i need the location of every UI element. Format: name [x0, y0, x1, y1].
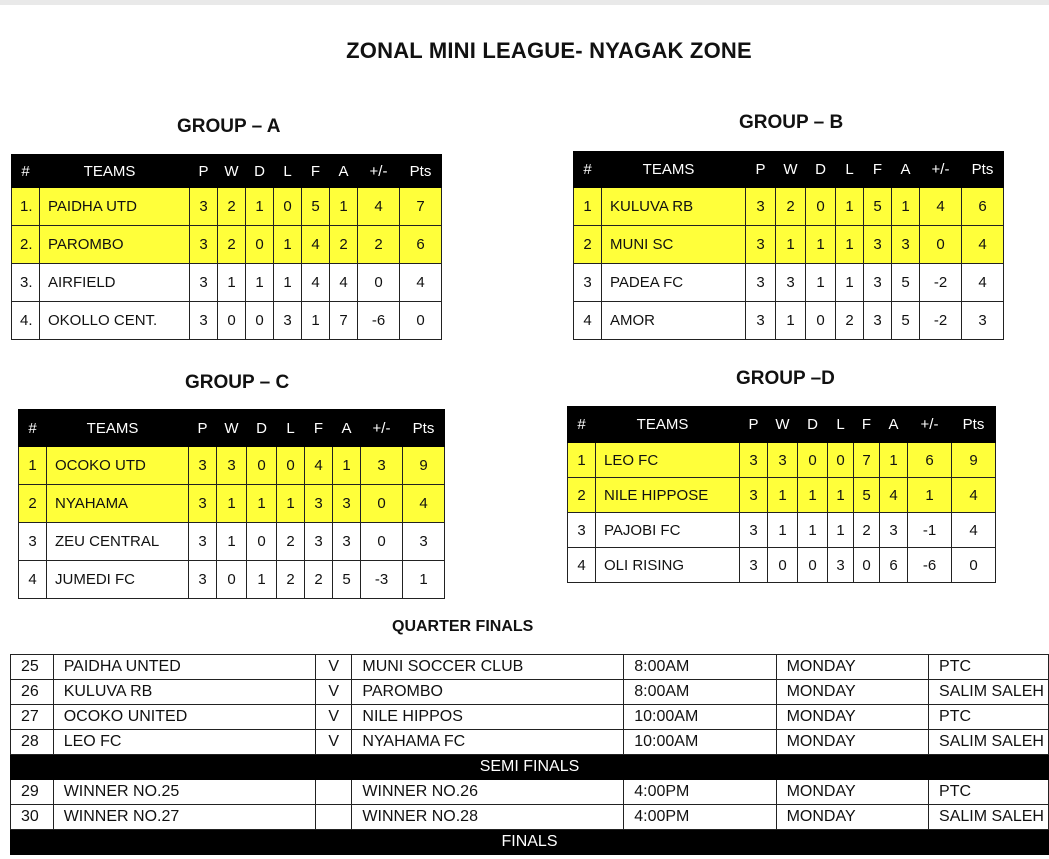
standings-row [19, 561, 445, 599]
cell-w: 1 [218, 264, 246, 302]
cell-p: 3 [190, 264, 218, 302]
fixture-row [11, 705, 1049, 730]
col-header-p: P [190, 155, 218, 188]
cell-a: 7 [330, 302, 358, 340]
cell-l: 2 [277, 561, 305, 599]
col-header-gd: +/- [358, 155, 400, 188]
cell-team: AIRFIELD [40, 264, 190, 302]
fixtures-table [10, 654, 1049, 855]
cell-l: 3 [274, 302, 302, 340]
cell-gd: 4 [358, 188, 400, 226]
col-header-l: L [277, 410, 305, 447]
cell-d: 0 [247, 447, 277, 485]
fixture-venue: SALIM SALEH [929, 680, 1049, 705]
col-header-gd: +/- [361, 410, 403, 447]
cell-w: 1 [217, 485, 247, 523]
col-header-d: D [247, 410, 277, 447]
fixture-home-team: KULUVA RB [53, 680, 315, 705]
standings-row [574, 188, 1004, 226]
cell-p: 3 [746, 188, 776, 226]
cell-f: 3 [864, 302, 892, 340]
cell-team: OKOLLO CENT. [40, 302, 190, 340]
cell-d: 1 [806, 264, 836, 302]
fixture-versus: V [315, 655, 351, 680]
cell-d: 0 [247, 523, 277, 561]
fixture-time: 10:00AM [624, 730, 776, 755]
fixture-day: MONDAY [776, 730, 928, 755]
col-header-pts: Pts [962, 152, 1004, 188]
cell-f: 5 [864, 188, 892, 226]
cell-num: 4 [568, 548, 596, 583]
col-header-num: # [574, 152, 602, 188]
cell-p: 3 [746, 302, 776, 340]
fixture-day: MONDAY [776, 705, 928, 730]
fixture-versus [315, 780, 351, 805]
cell-w: 1 [217, 523, 247, 561]
cell-f: 4 [302, 226, 330, 264]
cell-team: PAROMBO [40, 226, 190, 264]
cell-f: 7 [854, 443, 880, 478]
cell-f: 2 [854, 513, 880, 548]
standings-row [568, 443, 996, 478]
cell-w: 3 [776, 264, 806, 302]
cell-d: 0 [798, 548, 828, 583]
cell-l: 2 [277, 523, 305, 561]
cell-l: 1 [277, 485, 305, 523]
cell-pts: 4 [962, 226, 1004, 264]
cell-gd: 0 [361, 485, 403, 523]
col-header-p: P [189, 410, 217, 447]
col-header-team: TEAMS [602, 152, 746, 188]
cell-team: KULUVA RB [602, 188, 746, 226]
cell-pts: 4 [952, 513, 996, 548]
cell-team: AMOR [602, 302, 746, 340]
cell-a: 3 [892, 226, 920, 264]
col-header-a: A [892, 152, 920, 188]
fixture-match-no: 25 [11, 655, 54, 680]
col-header-p: P [746, 152, 776, 188]
cell-l: 1 [274, 264, 302, 302]
cell-gd: -6 [908, 548, 952, 583]
cell-num: 3 [568, 513, 596, 548]
cell-p: 3 [746, 226, 776, 264]
cell-f: 4 [305, 447, 333, 485]
cell-f: 3 [864, 226, 892, 264]
cell-f: 5 [302, 188, 330, 226]
standings-row [568, 548, 996, 583]
cell-p: 3 [189, 485, 217, 523]
cell-l: 1 [836, 264, 864, 302]
cell-team: NYAHAMA [47, 485, 189, 523]
cell-w: 2 [218, 188, 246, 226]
cell-team: OCOKO UTD [47, 447, 189, 485]
fixture-away-team: NYAHAMA FC [352, 730, 624, 755]
fixture-day: MONDAY [776, 655, 928, 680]
cell-team: NILE HIPPOSE [596, 478, 740, 513]
fixture-row [11, 805, 1049, 830]
col-header-d: D [798, 407, 828, 443]
col-header-d: D [806, 152, 836, 188]
fixture-versus: V [315, 730, 351, 755]
cell-f: 3 [305, 485, 333, 523]
cell-p: 3 [740, 548, 768, 583]
col-header-num: # [12, 155, 40, 188]
top-border [0, 0, 1049, 5]
cell-pts: 9 [952, 443, 996, 478]
fixture-time: 8:00AM [624, 655, 776, 680]
cell-pts: 4 [952, 478, 996, 513]
cell-a: 3 [880, 513, 908, 548]
fixture-match-no: 26 [11, 680, 54, 705]
cell-num: 2 [19, 485, 47, 523]
cell-l: 0 [274, 188, 302, 226]
cell-l: 3 [828, 548, 854, 583]
cell-a: 4 [330, 264, 358, 302]
col-header-f: F [864, 152, 892, 188]
fixture-away-team: PAROMBO [352, 680, 624, 705]
cell-gd: 1 [908, 478, 952, 513]
cell-f: 1 [302, 302, 330, 340]
cell-d: 0 [806, 188, 836, 226]
standings-row [568, 478, 996, 513]
header-row [568, 407, 996, 443]
finals-band-label: FINALS [11, 830, 1049, 855]
cell-l: 2 [836, 302, 864, 340]
cell-num: 3. [12, 264, 40, 302]
cell-a: 5 [333, 561, 361, 599]
fixture-versus [315, 805, 351, 830]
fixture-home-team: OCOKO UNITED [53, 705, 315, 730]
cell-pts: 6 [400, 226, 442, 264]
fixture-venue: PTC [929, 655, 1049, 680]
cell-pts: 9 [403, 447, 445, 485]
fixture-time: 4:00PM [624, 805, 776, 830]
cell-pts: 0 [400, 302, 442, 340]
fixture-home-team: PAIDHA UNTED [53, 655, 315, 680]
cell-pts: 7 [400, 188, 442, 226]
cell-w: 0 [768, 548, 798, 583]
cell-gd: 0 [920, 226, 962, 264]
col-header-team: TEAMS [596, 407, 740, 443]
col-header-a: A [880, 407, 908, 443]
cell-pts: 3 [403, 523, 445, 561]
cell-pts: 4 [403, 485, 445, 523]
fixture-day: MONDAY [776, 805, 928, 830]
col-header-w: W [768, 407, 798, 443]
standings-row [19, 523, 445, 561]
cell-num: 3 [19, 523, 47, 561]
col-header-p: P [740, 407, 768, 443]
cell-gd: 6 [908, 443, 952, 478]
fixture-day: MONDAY [776, 780, 928, 805]
cell-f: 0 [854, 548, 880, 583]
col-header-pts: Pts [952, 407, 996, 443]
cell-a: 3 [333, 485, 361, 523]
standings-row [12, 188, 442, 226]
fixture-home-team: WINNER NO.25 [53, 780, 315, 805]
cell-team: ZEU CENTRAL [47, 523, 189, 561]
cell-d: 1 [798, 513, 828, 548]
cell-d: 1 [806, 226, 836, 264]
cell-pts: 1 [403, 561, 445, 599]
col-header-d: D [246, 155, 274, 188]
group-c-heading: GROUP – C [185, 372, 290, 393]
cell-pts: 4 [962, 264, 1004, 302]
cell-team: LEO FC [596, 443, 740, 478]
cell-d: 0 [806, 302, 836, 340]
cell-d: 1 [246, 188, 274, 226]
fixture-day: MONDAY [776, 680, 928, 705]
cell-gd: 3 [361, 447, 403, 485]
standings-row [574, 226, 1004, 264]
cell-a: 2 [330, 226, 358, 264]
cell-num: 1 [19, 447, 47, 485]
group-a-table [11, 154, 442, 340]
cell-d: 1 [798, 478, 828, 513]
page-title: ZONAL MINI LEAGUE- NYAGAK ZONE [346, 38, 752, 63]
cell-p: 3 [189, 447, 217, 485]
header-row [574, 152, 1004, 188]
cell-team: JUMEDI FC [47, 561, 189, 599]
cell-team: PAIDHA UTD [40, 188, 190, 226]
cell-p: 3 [190, 226, 218, 264]
semi-finals-band-label: SEMI FINALS [11, 755, 1049, 780]
cell-p: 3 [189, 561, 217, 599]
cell-gd: 2 [358, 226, 400, 264]
cell-team: PAJOBI FC [596, 513, 740, 548]
col-header-a: A [333, 410, 361, 447]
cell-gd: 0 [361, 523, 403, 561]
standings-row [19, 485, 445, 523]
cell-a: 3 [333, 523, 361, 561]
col-header-gd: +/- [920, 152, 962, 188]
cell-a: 4 [880, 478, 908, 513]
col-header-f: F [854, 407, 880, 443]
cell-a: 6 [880, 548, 908, 583]
cell-pts: 3 [962, 302, 1004, 340]
cell-l: 1 [828, 513, 854, 548]
cell-d: 1 [247, 485, 277, 523]
fixture-venue: SALIM SALEH [929, 730, 1049, 755]
fixture-home-team: LEO FC [53, 730, 315, 755]
cell-a: 1 [880, 443, 908, 478]
group-c-table [18, 409, 445, 599]
cell-f: 2 [305, 561, 333, 599]
cell-d: 1 [246, 264, 274, 302]
finals-band [11, 830, 1049, 855]
col-header-l: L [828, 407, 854, 443]
cell-num: 1 [568, 443, 596, 478]
cell-w: 3 [768, 443, 798, 478]
fixture-away-team: NILE HIPPOS [352, 705, 624, 730]
col-header-a: A [330, 155, 358, 188]
cell-d: 1 [247, 561, 277, 599]
fixture-row [11, 680, 1049, 705]
cell-w: 3 [217, 447, 247, 485]
col-header-w: W [776, 152, 806, 188]
fixture-venue: PTC [929, 705, 1049, 730]
cell-l: 0 [828, 443, 854, 478]
col-header-w: W [218, 155, 246, 188]
cell-pts: 6 [962, 188, 1004, 226]
cell-num: 2 [574, 226, 602, 264]
cell-pts: 0 [952, 548, 996, 583]
header-row [12, 155, 442, 188]
cell-num: 3 [574, 264, 602, 302]
cell-num: 4 [574, 302, 602, 340]
col-header-w: W [217, 410, 247, 447]
group-d-heading: GROUP –D [736, 368, 835, 389]
cell-w: 0 [218, 302, 246, 340]
cell-f: 3 [305, 523, 333, 561]
fixture-time: 4:00PM [624, 780, 776, 805]
cell-d: 0 [246, 302, 274, 340]
cell-a: 1 [892, 188, 920, 226]
group-d-table [567, 406, 996, 583]
col-header-num: # [568, 407, 596, 443]
fixture-match-no: 30 [11, 805, 54, 830]
fixture-row [11, 730, 1049, 755]
cell-num: 4. [12, 302, 40, 340]
cell-p: 3 [189, 523, 217, 561]
semi-finals-band [11, 755, 1049, 780]
cell-a: 5 [892, 302, 920, 340]
standings-row [12, 302, 442, 340]
cell-l: 1 [836, 226, 864, 264]
cell-gd: -2 [920, 302, 962, 340]
cell-team: PADEA FC [602, 264, 746, 302]
cell-w: 1 [776, 226, 806, 264]
fixture-time: 10:00AM [624, 705, 776, 730]
cell-p: 3 [740, 478, 768, 513]
cell-w: 2 [776, 188, 806, 226]
cell-d: 0 [246, 226, 274, 264]
cell-pts: 4 [400, 264, 442, 302]
group-a-heading: GROUP – A [177, 116, 281, 137]
cell-a: 1 [330, 188, 358, 226]
cell-d: 0 [798, 443, 828, 478]
fixture-match-no: 29 [11, 780, 54, 805]
quarter-finals-title: QUARTER FINALS [392, 618, 534, 635]
cell-a: 1 [333, 447, 361, 485]
col-header-l: L [274, 155, 302, 188]
cell-f: 5 [854, 478, 880, 513]
cell-team: MUNI SC [602, 226, 746, 264]
cell-w: 1 [768, 513, 798, 548]
cell-p: 3 [746, 264, 776, 302]
cell-num: 1. [12, 188, 40, 226]
col-header-num: # [19, 410, 47, 447]
cell-w: 2 [218, 226, 246, 264]
col-header-f: F [302, 155, 330, 188]
col-header-gd: +/- [908, 407, 952, 443]
cell-gd: -1 [908, 513, 952, 548]
cell-w: 1 [768, 478, 798, 513]
fixture-versus: V [315, 680, 351, 705]
cell-w: 0 [217, 561, 247, 599]
header-row [19, 410, 445, 447]
col-header-team: TEAMS [47, 410, 189, 447]
cell-num: 4 [19, 561, 47, 599]
fixture-row [11, 655, 1049, 680]
cell-gd: -3 [361, 561, 403, 599]
fixture-away-team: WINNER NO.28 [352, 805, 624, 830]
cell-l: 1 [836, 188, 864, 226]
fixture-match-no: 27 [11, 705, 54, 730]
group-b-heading: GROUP – B [739, 112, 844, 133]
col-header-team: TEAMS [40, 155, 190, 188]
standings-row [19, 447, 445, 485]
col-header-f: F [305, 410, 333, 447]
cell-l: 1 [828, 478, 854, 513]
cell-gd: 4 [920, 188, 962, 226]
fixture-versus: V [315, 705, 351, 730]
cell-p: 3 [190, 188, 218, 226]
cell-gd: -6 [358, 302, 400, 340]
cell-gd: -2 [920, 264, 962, 302]
fixture-match-no: 28 [11, 730, 54, 755]
standings-row [568, 513, 996, 548]
fixture-venue: SALIM SALEH [929, 805, 1049, 830]
cell-num: 2. [12, 226, 40, 264]
group-b-table [573, 151, 1004, 340]
cell-p: 3 [740, 513, 768, 548]
fixture-away-team: MUNI SOCCER CLUB [352, 655, 624, 680]
fixture-time: 8:00AM [624, 680, 776, 705]
cell-num: 1 [574, 188, 602, 226]
cell-f: 3 [864, 264, 892, 302]
cell-w: 1 [776, 302, 806, 340]
standings-row [574, 264, 1004, 302]
cell-p: 3 [190, 302, 218, 340]
cell-team: OLI RISING [596, 548, 740, 583]
fixture-row [11, 780, 1049, 805]
standings-row [574, 302, 1004, 340]
cell-gd: 0 [358, 264, 400, 302]
cell-num: 2 [568, 478, 596, 513]
standings-row [12, 226, 442, 264]
cell-a: 5 [892, 264, 920, 302]
fixture-venue: PTC [929, 780, 1049, 805]
fixture-home-team: WINNER NO.27 [53, 805, 315, 830]
col-header-pts: Pts [400, 155, 442, 188]
cell-l: 1 [274, 226, 302, 264]
cell-f: 4 [302, 264, 330, 302]
cell-p: 3 [740, 443, 768, 478]
col-header-l: L [836, 152, 864, 188]
fixture-away-team: WINNER NO.26 [352, 780, 624, 805]
standings-row [12, 264, 442, 302]
cell-l: 0 [277, 447, 305, 485]
col-header-pts: Pts [403, 410, 445, 447]
